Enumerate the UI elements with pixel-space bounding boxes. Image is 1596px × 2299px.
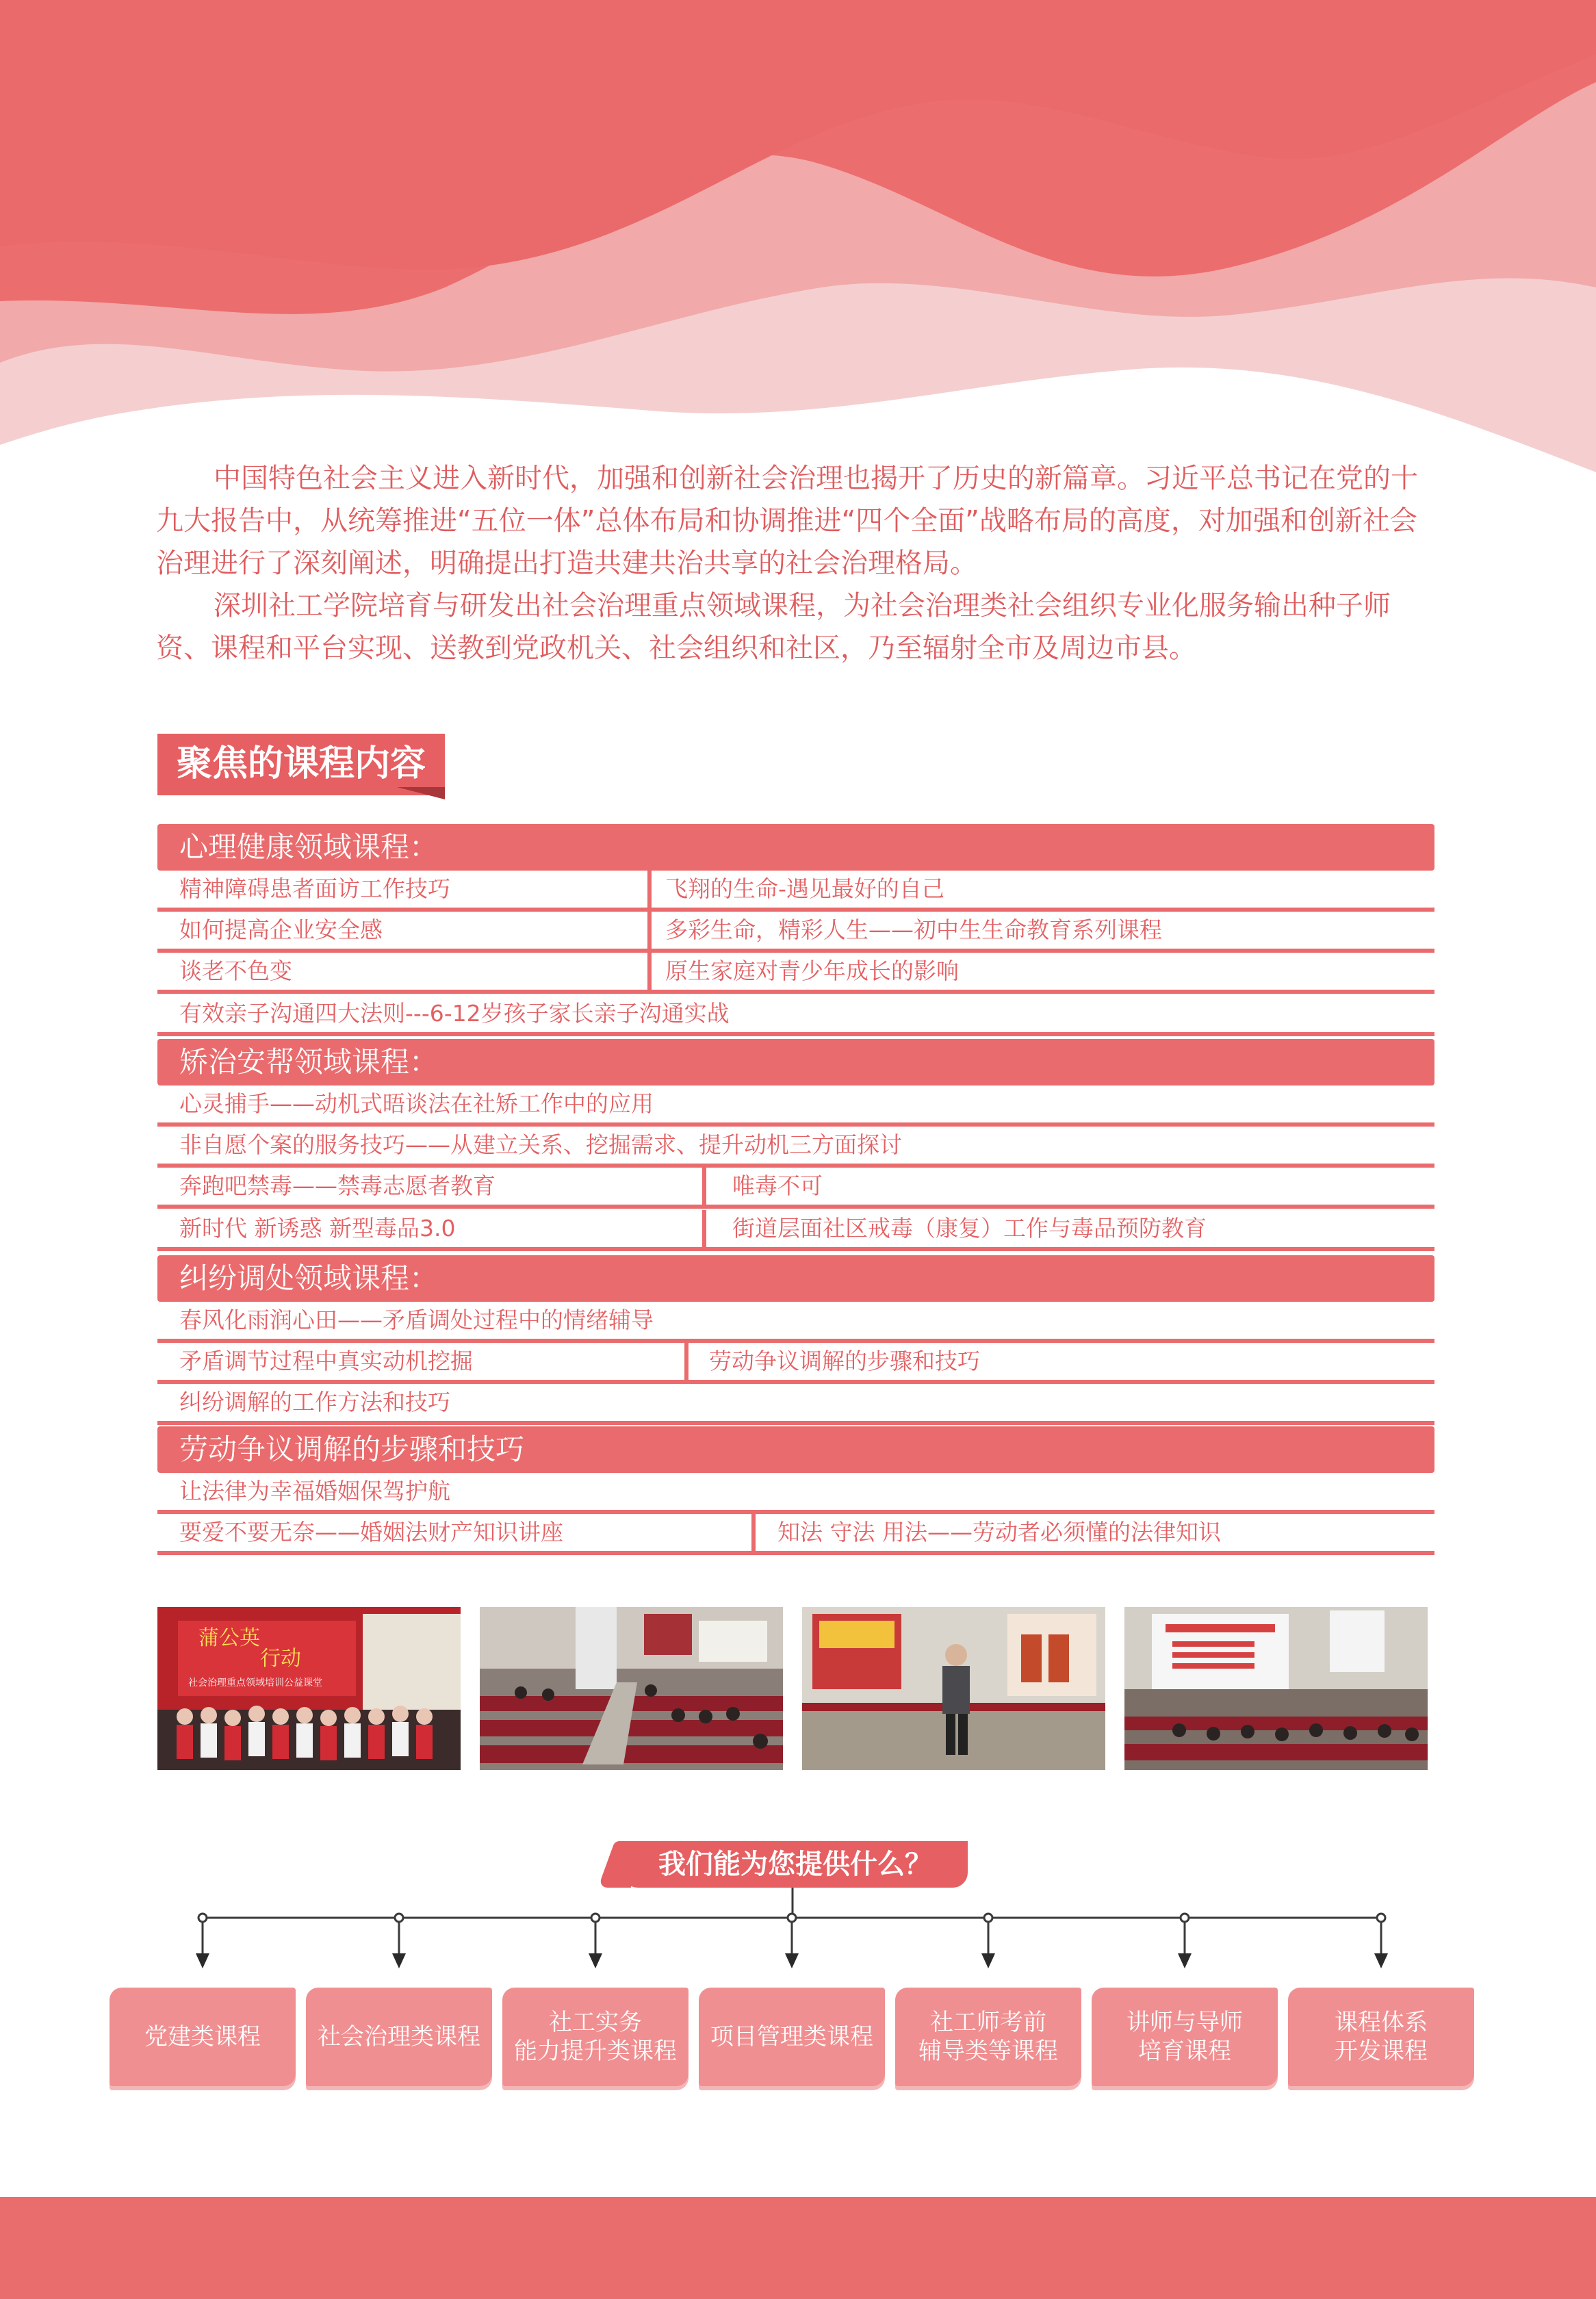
course-item: 精神障碍患者面访工作技巧 <box>179 875 450 902</box>
course-row <box>157 1302 1434 1343</box>
column-divider <box>702 1210 706 1247</box>
offer-box-trainer-mentor <box>1092 1988 1278 2086</box>
offer-box-party-building <box>110 1988 296 2086</box>
course-item: 唯毒不可 <box>732 1172 823 1199</box>
offer-box-project-management <box>699 1988 885 2086</box>
course-item: 让法律为幸福婚姻保驾护航 <box>179 1478 450 1504</box>
category-header-correction: 矫治安帮领域课程： <box>157 1039 1434 1086</box>
offer-label: 项目管理类课程 <box>710 2023 873 2051</box>
photo-banner-text-2: 行动 <box>260 1647 301 1671</box>
column-divider <box>684 1343 688 1380</box>
course-item: 有效亲子沟通四大法则---6-12岁孩子家长亲子沟通实战 <box>179 1000 730 1027</box>
offer-box-social-work-practice <box>502 1988 688 2086</box>
course-item: 奔跑吧禁毒——禁毒志愿者教育 <box>179 1172 495 1199</box>
course-row <box>157 1514 1434 1555</box>
course-item: 心灵捕手——动机式晤谈法在社矫工作中的应用 <box>179 1090 654 1117</box>
course-item: 新时代 新诱惑 新型毒品3.0 <box>179 1215 456 1242</box>
offer-box-curriculum-development <box>1288 1988 1474 2086</box>
section-title: 聚焦的课程内容 <box>157 734 445 795</box>
offer-label: 社会治理类课程 <box>318 2023 480 2051</box>
course-row <box>157 1210 1434 1251</box>
course-row <box>157 1473 1434 1514</box>
course-row <box>157 871 1434 912</box>
photo-lecture-hall <box>480 1607 783 1770</box>
offer-box-exam-tutoring <box>895 1988 1081 2086</box>
photo-speaker <box>802 1607 1105 1770</box>
course-item: 纠纷调解的工作方法和技巧 <box>179 1389 450 1415</box>
category-header-mental-health: 心理健康领域课程： <box>157 824 1434 871</box>
course-row <box>157 1168 1434 1209</box>
course-item: 非自愿个案的服务技巧——从建立关系、挖掘需求、提升动机三方面探讨 <box>179 1131 902 1158</box>
course-row <box>157 953 1434 994</box>
course-row <box>157 995 1434 1036</box>
column-divider <box>751 1514 756 1551</box>
photo-banner-text-3: 社会治理重点领域培训公益课堂 <box>188 1678 322 1688</box>
category-header-labor: 劳动争议调解的步骤和技巧 <box>157 1426 1434 1473</box>
course-item: 街道层面社区戒毒（康复）工作与毒品预防教育 <box>732 1215 1207 1242</box>
column-divider <box>647 871 652 908</box>
course-row <box>157 1343 1434 1384</box>
course-item: 矛盾调节过程中真实动机挖掘 <box>179 1348 473 1374</box>
intro-paragraph-1: 中国特色社会主义进入新时代，加强和创新社会治理也揭开了历史的新篇章。习近平总书记在党的十九大报告中，从统筹推进“五位一体”总体布局和协调推进“四个全面”战略布局的高度，对加强和创新社会治理进行了深刻阐述，明确提出打造共建共治共享的社会治理格局。 <box>156 463 1418 579</box>
course-item: 飞翔的生命-遇见最好的自己 <box>665 875 944 902</box>
footer-band <box>0 2197 1596 2299</box>
course-row <box>157 1086 1434 1127</box>
photo-audience <box>1124 1607 1428 1770</box>
offer-label: 社工实务 能力提升类课程 <box>514 2009 677 2065</box>
course-item: 多彩生命，精彩人生——初中生生命教育系列课程 <box>665 916 1162 943</box>
header-wave-background <box>0 0 1596 479</box>
offer-connector-tree <box>0 1888 1596 1970</box>
course-item: 原生家庭对青少年成长的影响 <box>665 958 959 984</box>
intro-paragraph-2: 深圳社工学院培育与研发出社会治理重点领域课程，为社会治理类社会组织专业化服务输出种子师资、课程和平台实现、送教到党政机关、社会组织和社区，乃至辐射全市及周边市县。 <box>156 590 1391 664</box>
category-header-dispute: 纠纷调处领域课程： <box>157 1255 1434 1302</box>
offer-title: 我们能为您提供什么？ <box>658 1849 932 1880</box>
intro-text <box>156 457 1443 669</box>
section-title-fold <box>397 787 445 799</box>
column-divider <box>647 953 652 990</box>
course-row <box>157 1127 1434 1168</box>
photo-group-event <box>157 1607 461 1770</box>
course-item: 要爱不要无奈——婚姻法财产知识讲座 <box>179 1519 563 1545</box>
offer-title-badge <box>623 1841 968 1888</box>
photo-banner-text-1: 蒲公英 <box>198 1626 260 1650</box>
offer-label: 社工师考前 辅导类等课程 <box>918 2009 1058 2065</box>
column-divider <box>647 912 652 949</box>
course-item: 春风化雨润心田——矛盾调处过程中的情绪辅导 <box>179 1307 654 1333</box>
course-item: 如何提高企业安全感 <box>179 916 383 943</box>
course-item: 劳动争议调解的步骤和技巧 <box>709 1348 980 1374</box>
course-item: 谈老不色变 <box>179 958 292 984</box>
offer-label: 讲师与导师 培育课程 <box>1127 2009 1243 2065</box>
offer-label: 课程体系 开发课程 <box>1335 2009 1428 2065</box>
course-row <box>157 912 1434 953</box>
course-row <box>157 1384 1434 1425</box>
column-divider <box>702 1168 706 1205</box>
offer-box-social-governance <box>306 1988 492 2086</box>
course-item: 知法 守法 用法——劳动者必须懂的法律知识 <box>777 1519 1221 1545</box>
offer-label: 党建类课程 <box>144 2023 261 2051</box>
